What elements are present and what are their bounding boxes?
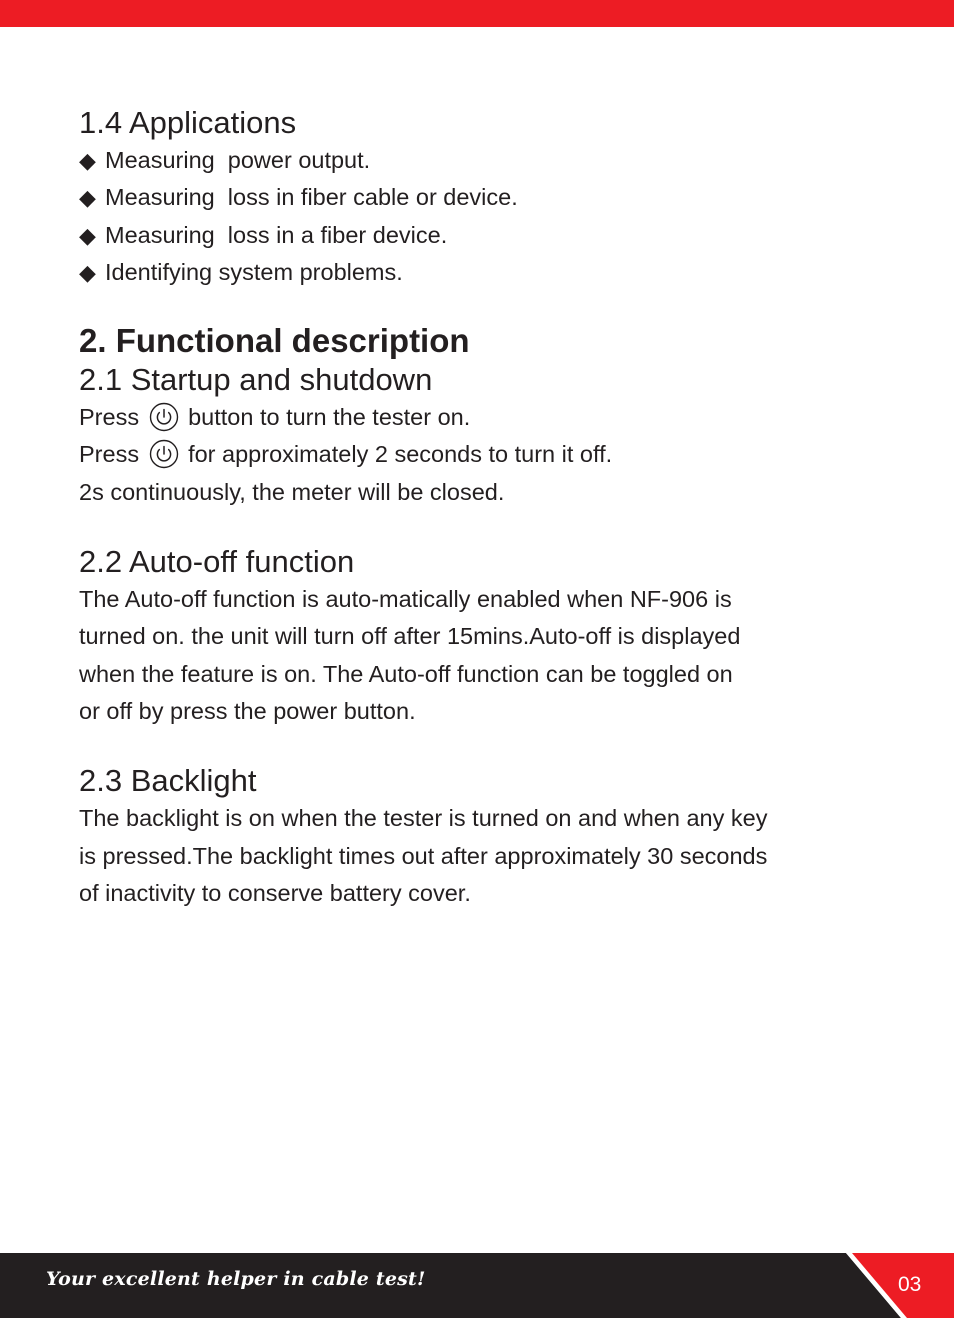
shutdown-line: Press for approximately 2 seconds to turn it off. <box>79 441 613 468</box>
section-2-3-heading: 2.3 Backlight <box>79 763 257 799</box>
section-2-1-heading: 2.1 Startup and shutdown <box>79 362 433 398</box>
diamond-bullet-icon: ◆ <box>79 259 96 285</box>
section-2-2-heading: 2.2 Auto-off function <box>79 544 355 580</box>
power-button-icon <box>149 402 179 432</box>
list-item: ◆ Identifying system problems. <box>79 254 879 291</box>
paragraph-line: of inactivity to conserve battery cover. <box>79 879 471 906</box>
backlight-paragraph <box>79 800 879 912</box>
list-item: ◆ Measuring power output. <box>79 142 879 179</box>
section-2-heading: 2. Functional description <box>79 322 470 360</box>
power-button-icon <box>149 439 179 469</box>
diamond-bullet-icon: ◆ <box>79 148 96 173</box>
diamond-bullet-icon: ◆ <box>79 222 96 248</box>
paragraph-line: turned on. the unit will turn off after 15mins.Auto-off is displayed <box>79 623 741 650</box>
auto-off-paragraph <box>79 581 879 730</box>
startup-line: Press button to turn the tester on. <box>79 404 471 431</box>
footer-tagline: Your excellent helper in cable test! <box>46 1268 426 1290</box>
diamond-bullet-icon: ◆ <box>79 185 96 211</box>
page-number: 03 <box>898 1273 922 1296</box>
paragraph-line: The Auto-off function is auto-matically enabled when NF-906 is <box>79 586 732 613</box>
paragraph-line: is pressed.The backlight times out after approximately 30 seconds <box>79 842 768 869</box>
section-1-4-heading: 1.4 Applications <box>79 105 297 140</box>
page-footer <box>0 1253 954 1318</box>
top-accent-bar <box>0 0 954 27</box>
paragraph-line: when the feature is on. The Auto-off function can be toggled on <box>79 660 733 687</box>
page-content <box>79 104 879 912</box>
applications-list <box>79 142 879 291</box>
paragraph-line: The backlight is on when the tester is turned on and when any key <box>79 805 768 832</box>
list-item: ◆ Measuring loss in fiber cable or device. <box>79 179 879 216</box>
list-item: ◆ Measuring loss in a fiber device. <box>79 217 879 254</box>
paragraph-line: or off by press the power button. <box>79 697 416 724</box>
shutdown-note: 2s continuously, the meter will be closed. <box>79 478 505 505</box>
